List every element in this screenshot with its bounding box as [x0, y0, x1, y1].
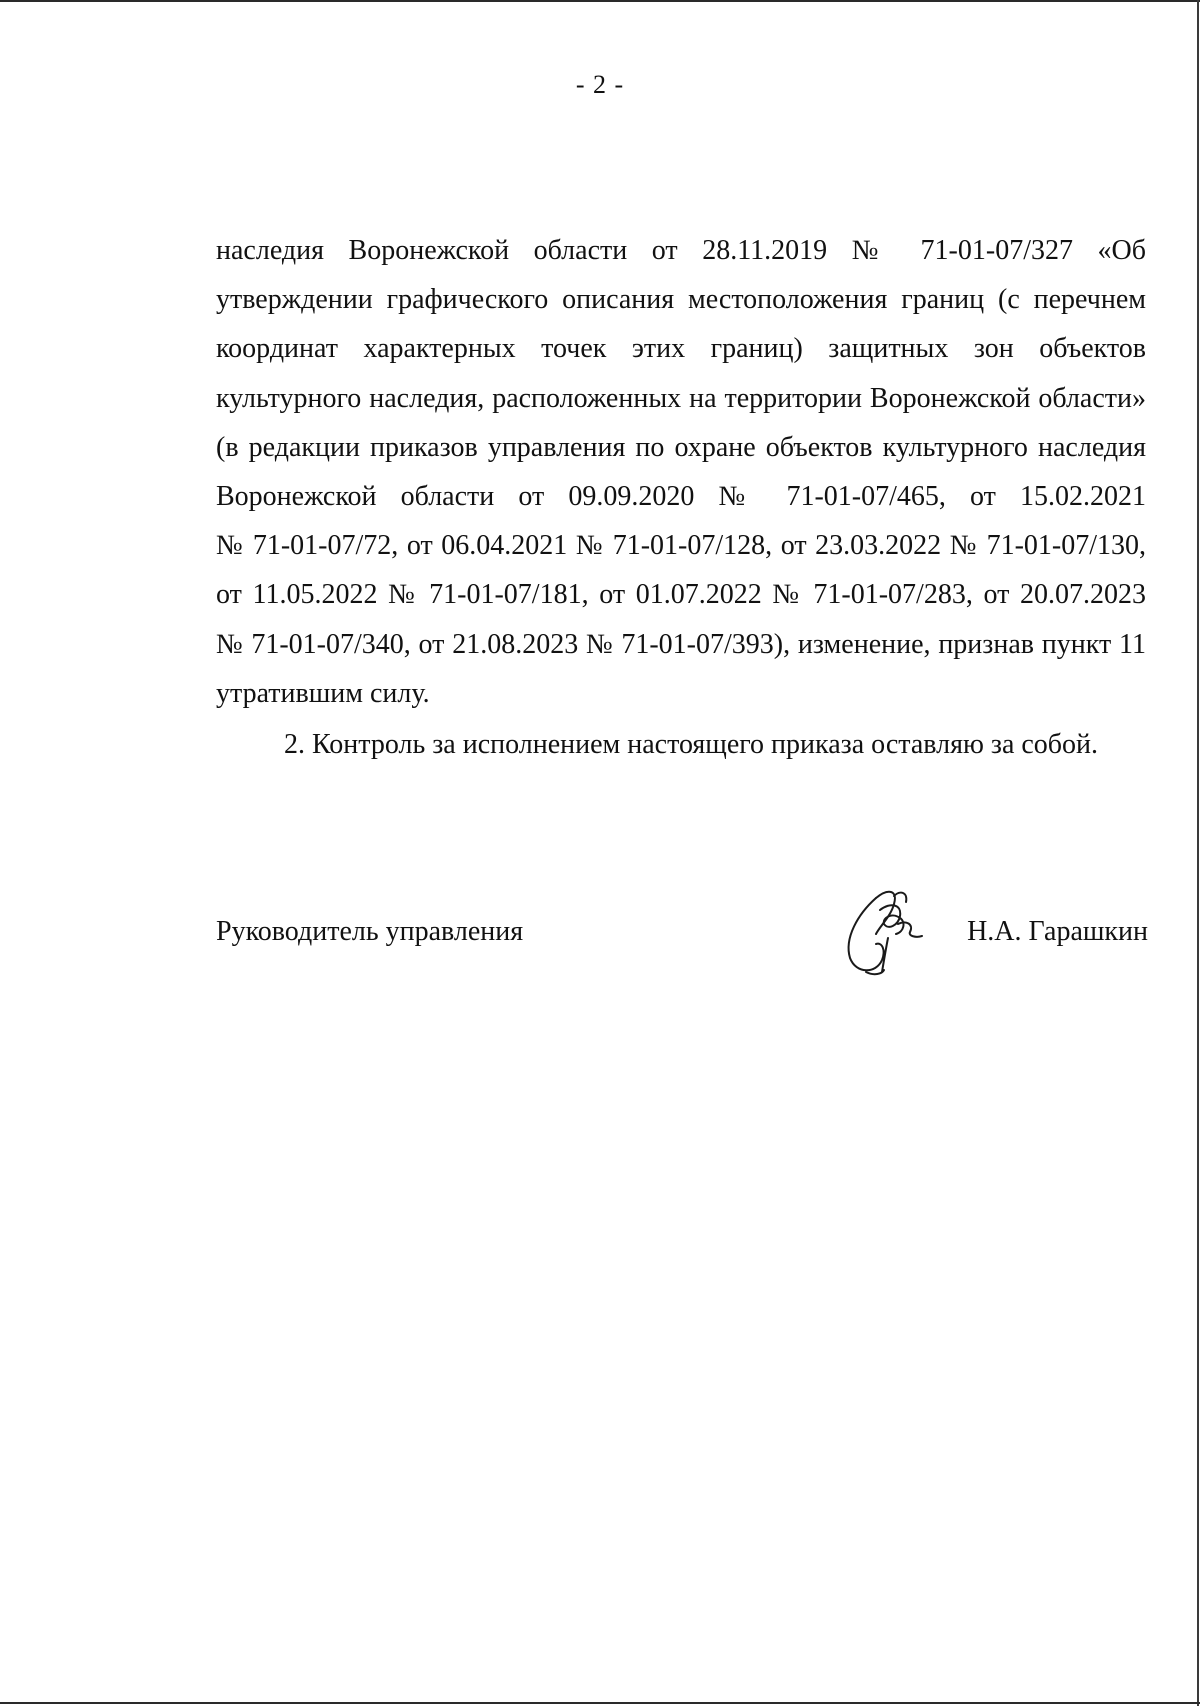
paragraph-line: координат характерных точек этих границ) защитных зон объектов [216, 333, 1146, 365]
paragraph-line: № 71-01-07/72, от 06.04.2021 № 71-01-07/128, от 23.03.2022 № 71-01-07/130, [216, 530, 1146, 562]
handwritten-signature-icon [836, 876, 936, 976]
paragraph-line: Воронежской области от 09.09.2020 № 71-01-07/465, от 15.02.2021 [216, 480, 1146, 512]
signatory-position: Руководитель управления [216, 916, 524, 947]
paragraph-line: утверждении графического описания местоположения границ (с перечнем [216, 284, 1146, 316]
paragraph-line: от 11.05.2022 № 71-01-07/181, от 01.07.2022 № 71-01-07/283, от 20.07.2023 [216, 579, 1146, 611]
signatory-name: Н.А. Гарашкин [967, 916, 1148, 947]
scan-border-right [1197, 0, 1199, 1706]
paragraph-line: (в редакции приказов управления по охране объектов культурного наследия [216, 431, 1146, 463]
paragraph-1 [216, 226, 1146, 718]
scan-border-top [0, 0, 1200, 2]
paragraph-2: 2. Контроль за исполнением настоящего приказа оставляю за собой. [284, 729, 1099, 760]
paragraph-line: наследия Воронежской области от 28.11.2019 № 71-01-07/327 «Об [216, 235, 1146, 266]
scan-border-bottom [0, 1702, 1200, 1704]
paragraph-line: культурного наследия, расположенных на территории Воронежской области» [216, 382, 1146, 414]
page-number: - 2 - [575, 70, 625, 99]
paragraph-line: утратившим силу. [216, 677, 430, 709]
paragraph-line: № 71-01-07/340, от 21.08.2023 № 71-01-07/393), изменение, признав пункт 11 [216, 628, 1146, 660]
